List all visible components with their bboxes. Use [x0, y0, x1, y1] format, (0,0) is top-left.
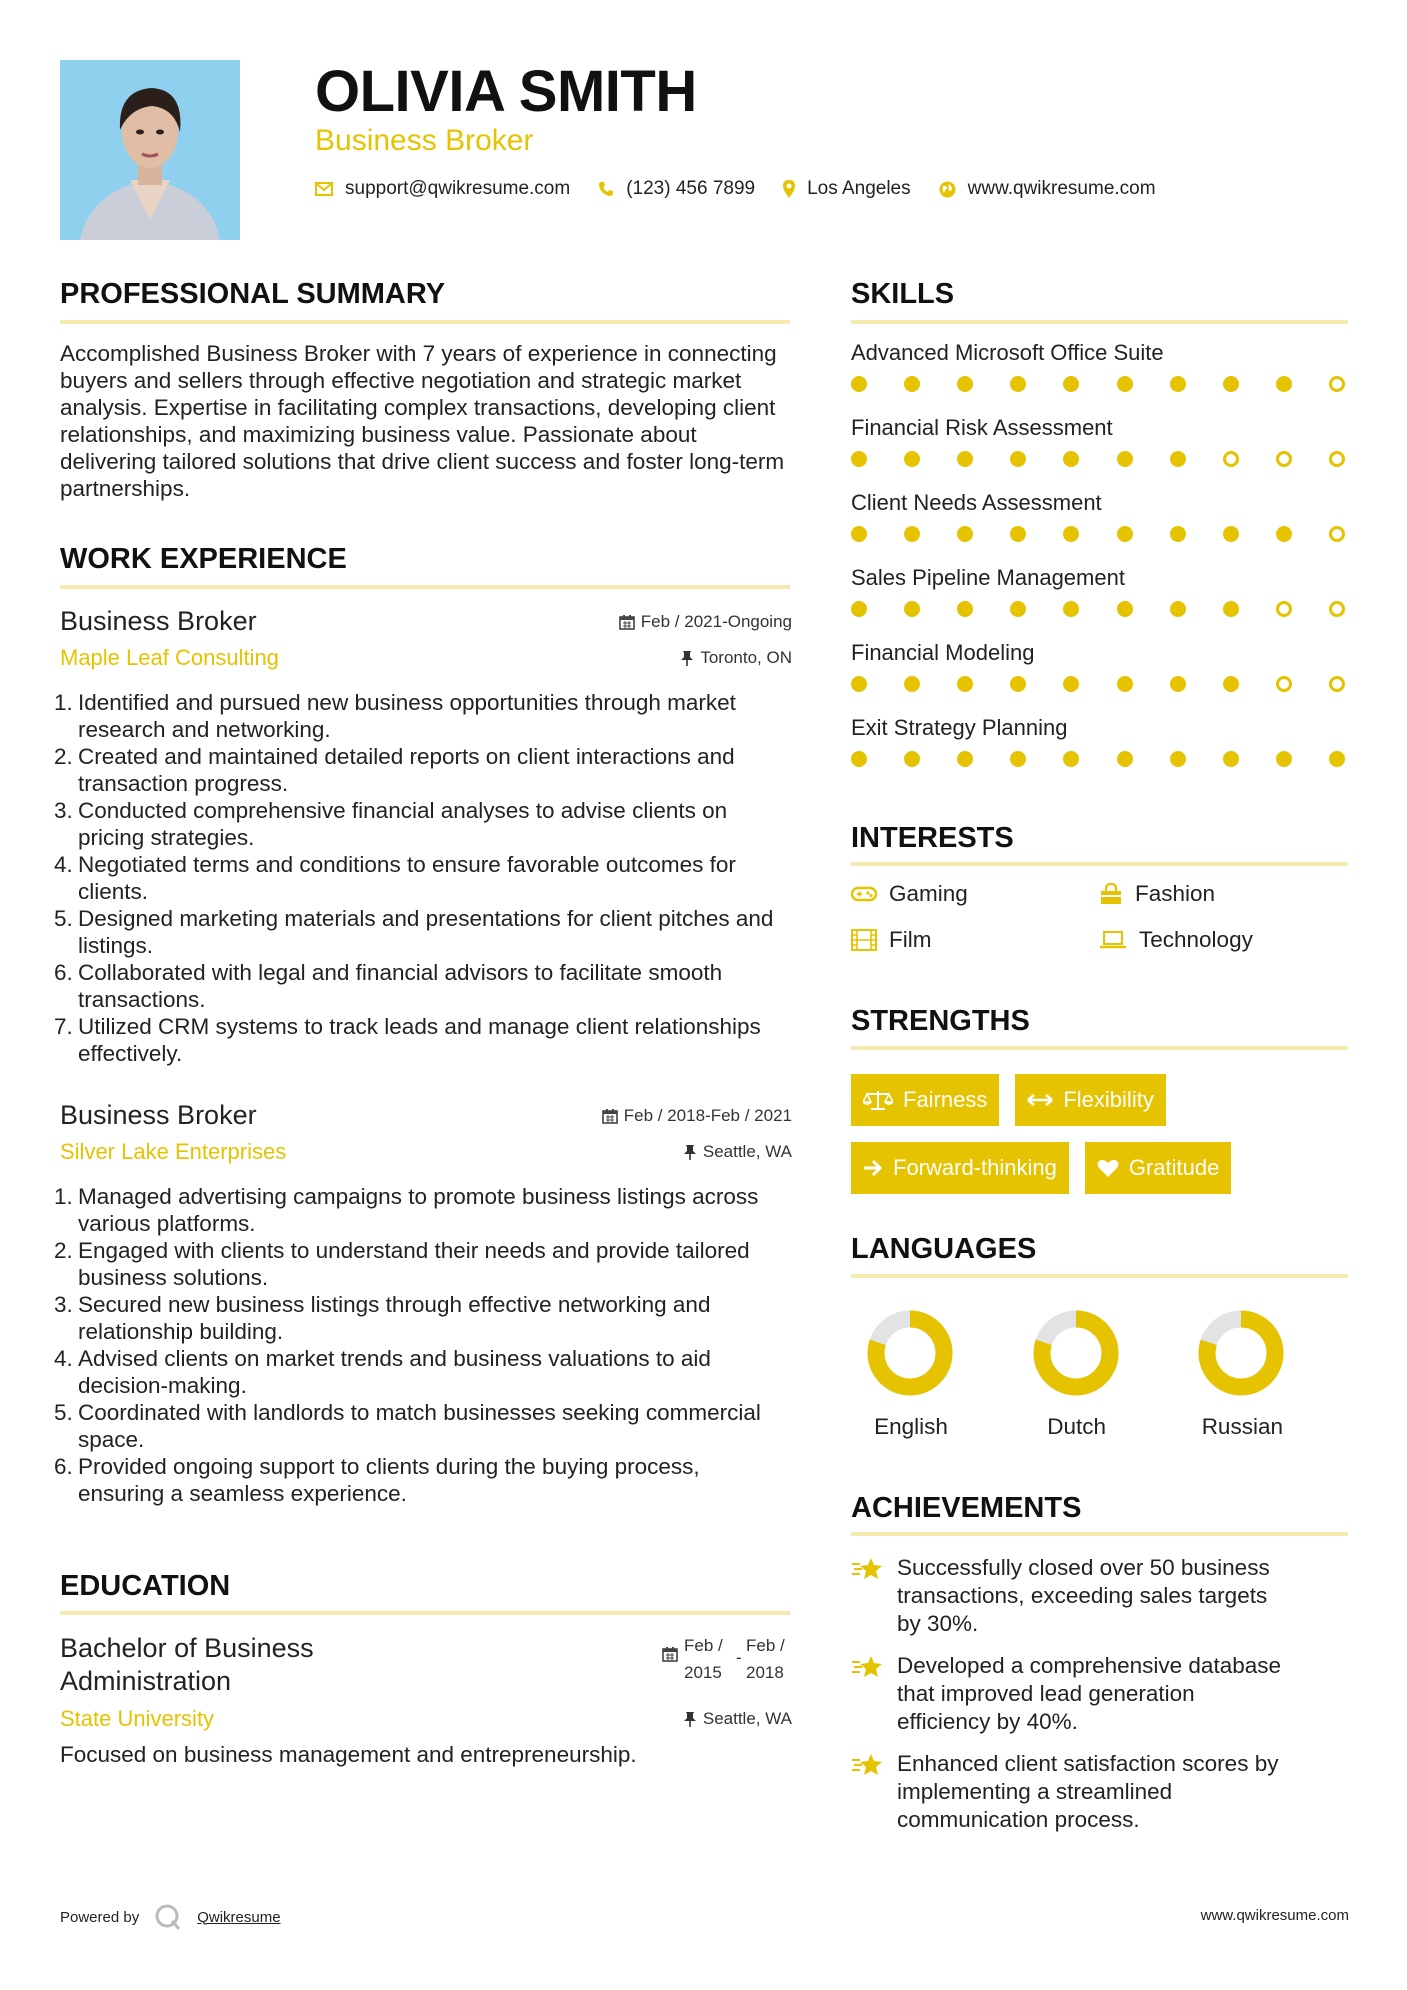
company-name: Maple Leaf Consulting	[60, 645, 279, 670]
skill-dot	[1223, 601, 1239, 617]
map-pin-icon	[783, 180, 795, 198]
list-item: 5. Coordinated with landlords to match businesses seeking commercial space.	[54, 1400, 761, 1452]
skill-rating	[851, 601, 1345, 617]
globe-icon	[939, 181, 956, 198]
job-location: Toronto, ON	[680, 648, 792, 668]
skill-dot	[1117, 676, 1133, 692]
list-item: 5. Designed marketing materials and presentations for client pitches and listings.	[54, 906, 774, 958]
skill-dot	[1276, 526, 1292, 542]
job-responsibilities	[54, 1183, 792, 1507]
interests-heading: INTERESTS	[851, 822, 1014, 854]
list-item: 3. Conducted comprehensive financial analyses to advise clients on pricing strategies.	[54, 798, 728, 850]
list-item: 1. Managed advertising campaigns to promote business listings across various platforms.	[54, 1184, 759, 1236]
summary-text: Accomplished Business Broker with 7 years of experience in connecting buyers and sellers through effective negotiation and strategic market analysis. Expertise in facilitating complex transactions, developing client relationships, and maximizing business value. Passionate about delivering tailored solutions that drive client success and foster long-term partnerships.	[60, 341, 785, 501]
skill-dot	[1170, 526, 1186, 542]
calendar-icon	[619, 614, 635, 630]
list-item: 4. Negotiated terms and conditions to ensure favorable outcomes for clients.	[54, 852, 736, 904]
contact-bar	[315, 178, 1184, 200]
achievements-heading: ACHIEVEMENTS	[851, 1492, 1082, 1524]
job-responsibilities	[54, 689, 792, 1067]
candidate-role: Business Broker	[315, 124, 534, 157]
company-name: Silver Lake Enterprises	[60, 1139, 287, 1164]
skill-name: Client Needs Assessment	[851, 490, 1102, 515]
interest-item: Technology	[1099, 927, 1347, 953]
list-item: 7. Utilized CRM systems to track leads and manage client relationships effectively.	[54, 1014, 761, 1066]
languages-divider	[851, 1274, 1348, 1278]
contact-email[interactable]	[315, 178, 570, 200]
interest-item: Film	[851, 927, 1099, 953]
skill-dot	[1117, 751, 1133, 767]
education-divider	[60, 1611, 790, 1615]
footer-powered-by: Powered by Qwikresume	[60, 1902, 281, 1932]
strength-tag: Fairness	[851, 1074, 999, 1126]
list-item: 1. Identified and pursued new business opportunities through market research and networking.	[54, 690, 736, 742]
experience-heading: WORK EXPERIENCE	[60, 543, 347, 575]
job-title: Business Broker	[60, 1100, 257, 1130]
degree-title: Bachelor of Business Administration	[60, 1633, 314, 1696]
strengths-divider	[851, 1046, 1348, 1050]
skills-heading: SKILLS	[851, 278, 955, 310]
language-label: Russian	[1201, 1414, 1283, 1439]
skill-dot	[1170, 376, 1186, 392]
summary-heading: PROFESSIONAL SUMMARY	[60, 278, 446, 310]
skill-dot	[1223, 526, 1239, 542]
skill-dot	[1063, 601, 1079, 617]
skill-name: Financial Risk Assessment	[851, 415, 1113, 440]
summary-divider	[60, 320, 790, 324]
skill-dot	[1010, 601, 1026, 617]
skill-dot	[851, 601, 867, 617]
calendar-icon	[602, 1108, 618, 1124]
skill-dot	[1063, 526, 1079, 542]
skill-dot	[1223, 676, 1239, 692]
language-label: Dutch	[1047, 1414, 1107, 1439]
list-item: 4. Advised clients on market trends and business valuations to aid decision-making.	[54, 1346, 711, 1398]
skill-dot	[957, 751, 973, 767]
language-item	[1017, 1306, 1183, 1440]
strength-tag: Gratitude	[1085, 1142, 1232, 1194]
skill-dot	[1170, 601, 1186, 617]
email-text: support@qwikresume.com	[345, 178, 571, 199]
qwikresume-link[interactable]: Qwikresume	[197, 1908, 281, 1926]
languages-list	[851, 1306, 1348, 1440]
pushpin-icon	[680, 650, 694, 666]
language-donut	[1017, 1306, 1137, 1396]
skill-dot	[1010, 451, 1026, 467]
envelope-icon	[315, 182, 333, 196]
interests-grid	[851, 881, 1348, 953]
language-item	[851, 1306, 1017, 1440]
skill-dot	[957, 376, 973, 392]
achievement-item: Successfully closed over 50 business transactions, exceeding sales targets by 30%.	[851, 1554, 1351, 1638]
contact-phone[interactable]	[598, 178, 755, 200]
skill-dot	[1117, 451, 1133, 467]
job-dates: Feb / 2018-Feb / 2021	[602, 1106, 792, 1126]
job-dates: Feb / 2021-Ongoing	[619, 612, 792, 632]
shopping-bag-icon	[1099, 883, 1123, 905]
strength-tag: Flexibility	[1015, 1074, 1165, 1126]
person-portrait-icon	[60, 60, 240, 240]
skill-dot	[851, 676, 867, 692]
skill-row	[851, 565, 1348, 640]
candidate-name: OLIVIA SMITH	[315, 59, 697, 124]
skill-name: Advanced Microsoft Office Suite	[851, 340, 1164, 365]
skill-name: Sales Pipeline Management	[851, 565, 1125, 590]
skill-dot	[1117, 526, 1133, 542]
skill-dot	[957, 676, 973, 692]
list-item: 2. Engaged with clients to understand their needs and provide tailored business solutions.	[54, 1238, 750, 1290]
skill-dot	[1170, 451, 1186, 467]
skill-name: Financial Modeling	[851, 640, 1035, 665]
language-donut	[1182, 1306, 1302, 1396]
skill-dot	[1063, 376, 1079, 392]
achievement-item: Enhanced client satisfaction scores by implementing a streamlined communication process.	[851, 1750, 1351, 1834]
skill-dot	[904, 601, 920, 617]
arrow-right-icon	[863, 1159, 883, 1177]
languages-heading: LANGUAGES	[851, 1233, 1037, 1265]
arrows-horizontal-icon	[1027, 1093, 1053, 1107]
skill-dot	[851, 376, 867, 392]
heart-icon	[1097, 1158, 1119, 1178]
skill-dot	[1276, 676, 1292, 692]
skill-dot	[851, 751, 867, 767]
skill-dot	[957, 601, 973, 617]
skill-dot	[1117, 601, 1133, 617]
skill-dot	[1276, 376, 1292, 392]
contact-location	[783, 178, 911, 200]
skill-row	[851, 715, 1348, 790]
skill-dot	[1329, 751, 1345, 767]
skill-dot	[1170, 751, 1186, 767]
gamepad-icon	[851, 886, 877, 902]
skill-rating	[851, 376, 1345, 392]
skill-rating	[851, 676, 1345, 692]
strengths-heading: STRENGTHS	[851, 1005, 1030, 1037]
skill-dot	[1063, 451, 1079, 467]
school-name: State University	[60, 1706, 215, 1731]
skill-rating	[851, 751, 1345, 767]
pushpin-icon	[683, 1711, 697, 1727]
achievements-list	[851, 1554, 1351, 1834]
skill-dot	[957, 526, 973, 542]
skill-dot	[1329, 526, 1345, 542]
skill-dot	[1063, 676, 1079, 692]
skills-divider	[851, 320, 1348, 324]
qwikresume-logo-icon	[153, 1902, 183, 1932]
phone-icon	[598, 181, 614, 197]
skill-dot	[904, 376, 920, 392]
list-item: 6. Provided ongoing support to clients during the buying process, ensuring a seamless experience.	[54, 1454, 700, 1506]
profile-photo	[60, 60, 240, 240]
skill-dot	[1063, 751, 1079, 767]
skills-list	[851, 340, 1348, 790]
website-text: www.qwikresume.com	[967, 178, 1156, 199]
laptop-icon	[1099, 930, 1127, 950]
skill-dot	[1276, 451, 1292, 467]
skill-dot	[1276, 601, 1292, 617]
skill-dot	[1223, 451, 1239, 467]
list-item: 3. Secured new business listings through effective networking and relationship building.	[54, 1292, 711, 1344]
skill-dot	[851, 451, 867, 467]
phone-text: (123) 456 7899	[626, 178, 756, 199]
interest-item: Gaming	[851, 881, 1099, 907]
skill-dot	[1010, 676, 1026, 692]
skill-dot	[1223, 751, 1239, 767]
star-badge-icon	[851, 1654, 885, 1680]
skill-row	[851, 415, 1348, 490]
skill-name: Exit Strategy Planning	[851, 715, 1068, 740]
skill-row	[851, 340, 1348, 415]
interest-item: Fashion	[1099, 881, 1347, 907]
job-location: Seattle, WA	[683, 1142, 792, 1162]
skill-dot	[1010, 376, 1026, 392]
star-badge-icon	[851, 1556, 885, 1582]
footer-url[interactable]: www.qwikresume.com	[1200, 1907, 1349, 1924]
education-dates: Feb / 2015 - Feb / 2018	[662, 1632, 792, 1698]
list-item: 6. Collaborated with legal and financial advisors to facilitate smooth transactions.	[54, 960, 723, 1012]
skill-row	[851, 490, 1348, 565]
experience-divider	[60, 585, 790, 589]
skill-dot	[1329, 676, 1345, 692]
language-donut	[851, 1306, 971, 1396]
job-entry	[54, 1100, 792, 1507]
education-entry	[60, 1632, 792, 1768]
balance-scale-icon	[863, 1089, 893, 1111]
skill-rating	[851, 526, 1345, 542]
contact-website[interactable]	[939, 178, 1156, 200]
interests-divider	[851, 862, 1348, 866]
job-title: Business Broker	[60, 606, 257, 636]
achievements-divider	[851, 1532, 1348, 1536]
language-item	[1182, 1306, 1348, 1440]
job-entry	[54, 606, 792, 1067]
calendar-icon	[662, 1646, 678, 1662]
skill-dot	[904, 751, 920, 767]
pushpin-icon	[683, 1144, 697, 1160]
education-heading: EDUCATION	[60, 1570, 231, 1602]
skill-dot	[1010, 526, 1026, 542]
skill-dot	[1117, 376, 1133, 392]
skill-dot	[1329, 451, 1345, 467]
strength-tag: Forward-thinking	[851, 1142, 1069, 1194]
star-badge-icon	[851, 1752, 885, 1778]
skill-dot	[1170, 676, 1186, 692]
skill-dot	[1329, 601, 1345, 617]
education-description: Focused on business management and entrepreneurship.	[60, 1742, 637, 1767]
skill-dot	[957, 451, 973, 467]
skill-dot	[851, 526, 867, 542]
skill-dot	[1276, 751, 1292, 767]
strengths-tags	[851, 1074, 1351, 1194]
film-icon	[851, 929, 877, 951]
skill-dot	[1223, 376, 1239, 392]
skill-dot	[904, 451, 920, 467]
achievement-item: Developed a comprehensive database that improved lead generation efficiency by 40%.	[851, 1652, 1351, 1736]
skill-dot	[904, 676, 920, 692]
list-item: 2. Created and maintained detailed reports on client interactions and transaction progress.	[54, 744, 735, 796]
location-text: Los Angeles	[807, 178, 911, 199]
language-label: English	[874, 1414, 948, 1439]
skill-row	[851, 640, 1348, 715]
skill-rating	[851, 451, 1345, 467]
skill-dot	[904, 526, 920, 542]
education-location: Seattle, WA	[683, 1709, 792, 1729]
skill-dot	[1329, 376, 1345, 392]
skill-dot	[1010, 751, 1026, 767]
